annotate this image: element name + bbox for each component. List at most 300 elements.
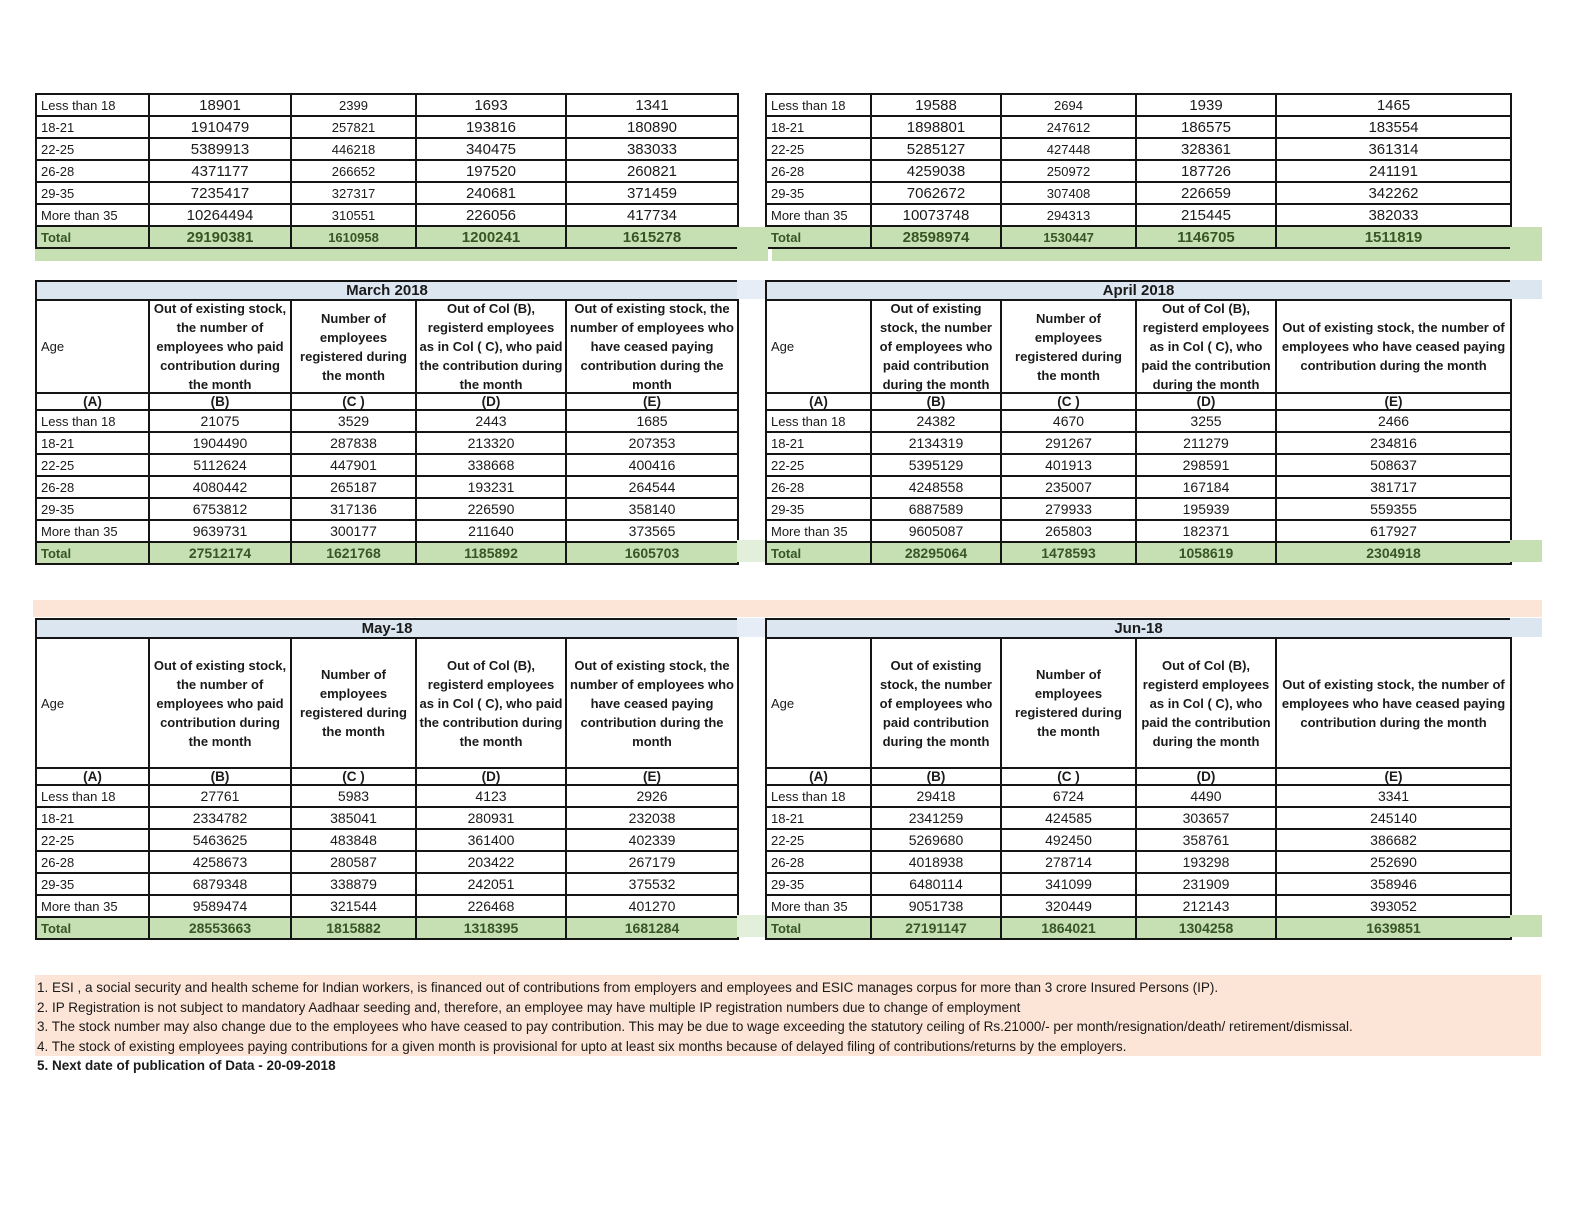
month-table-jun <box>765 618 1512 940</box>
value-cell: 235007 <box>1001 476 1136 498</box>
age-label-cell: Less than 18 <box>766 94 871 116</box>
value-cell: 10264494 <box>149 204 291 226</box>
value-cell: 402339 <box>566 829 738 851</box>
value-cell: 1898801 <box>871 116 1001 138</box>
title-row-gap-fill <box>737 280 765 299</box>
table-row <box>766 520 1511 542</box>
footnote-3: 3. The stock number may also change due to the employees who have ceased to pay contribution. This may be due to wage exceeding the statutory ceiling of Rs.21000/- per month/resignation/death/ retirement/dismissal. <box>37 1019 1353 1034</box>
age-label-cell: More than 35 <box>36 520 149 542</box>
table-row <box>36 476 738 498</box>
value-cell: 1615278 <box>566 226 738 248</box>
value-cell: 386682 <box>1276 829 1511 851</box>
month-title-row <box>36 281 738 300</box>
letter-c: (C ) <box>291 768 416 785</box>
value-cell: 250972 <box>1001 160 1136 182</box>
age-label-cell: More than 35 <box>766 204 871 226</box>
letter-d: (D) <box>416 393 566 410</box>
value-cell: 252690 <box>1276 851 1511 873</box>
value-cell: 29190381 <box>149 226 291 248</box>
letter-d: (D) <box>1136 768 1276 785</box>
table-row <box>766 785 1511 807</box>
age-label-cell: 26-28 <box>766 476 871 498</box>
table-row <box>766 432 1511 454</box>
letter-c: (C ) <box>1001 393 1136 410</box>
age-label-cell: 22-25 <box>36 829 149 851</box>
value-cell: 240681 <box>416 182 566 204</box>
table-row <box>36 138 738 160</box>
letter-e: (E) <box>1276 393 1511 410</box>
letter-a: (A) <box>36 768 149 785</box>
value-cell: 2926 <box>566 785 738 807</box>
value-cell: 382033 <box>1276 204 1511 226</box>
value-cell: 10073748 <box>871 204 1001 226</box>
header-col-b: Out of existing stock, the number of employees who paid contribution during the month <box>149 300 291 393</box>
value-cell: 1318395 <box>416 917 566 939</box>
total-label-cell: Total <box>36 542 149 564</box>
value-cell: 5395129 <box>871 454 1001 476</box>
value-cell: 9051738 <box>871 895 1001 917</box>
value-cell: 4018938 <box>871 851 1001 873</box>
table-row <box>766 116 1511 138</box>
header-col-e: Out of existing stock, the number of employees who have ceased paying contribution during the month <box>566 638 738 768</box>
age-label-cell: 22-25 <box>766 454 871 476</box>
value-cell: 447901 <box>291 454 416 476</box>
value-cell: 6480114 <box>871 873 1001 895</box>
value-cell: 231909 <box>1136 873 1276 895</box>
age-label-cell: 26-28 <box>36 851 149 873</box>
letter-e: (E) <box>566 768 738 785</box>
value-cell: 417734 <box>566 204 738 226</box>
total-label-cell: Total <box>766 542 871 564</box>
table-row <box>766 895 1511 917</box>
value-cell: 211640 <box>416 520 566 542</box>
value-cell: 373565 <box>566 520 738 542</box>
header-col-e: Out of existing stock, the number of employees who have ceased paying contribution during the month <box>1276 300 1511 393</box>
age-label-cell: More than 35 <box>36 895 149 917</box>
month-table-may <box>35 618 739 940</box>
value-cell: 317136 <box>291 498 416 520</box>
top-table-right <box>765 93 1512 249</box>
value-cell: 193231 <box>416 476 566 498</box>
footnote-1: 1. ESI , a social security and health scheme for Indian workers, is financed out of contributions from employers and employees and ESIC manages corpus for more than 3 crore Insured Persons (IP). <box>37 980 1219 995</box>
total-row <box>766 917 1511 939</box>
value-cell: 266652 <box>291 160 416 182</box>
value-cell: 617927 <box>1276 520 1511 542</box>
value-cell: 5463625 <box>149 829 291 851</box>
table-row <box>36 94 738 116</box>
age-label-cell: 18-21 <box>36 807 149 829</box>
value-cell: 307408 <box>1001 182 1136 204</box>
value-cell: 27191147 <box>871 917 1001 939</box>
value-cell: 400416 <box>566 454 738 476</box>
value-cell: 242051 <box>416 873 566 895</box>
header-col-d: Out of Col (B), registerd employees as in Col ( C), who paid the contribution during the month <box>416 638 566 768</box>
letter-a: (A) <box>766 768 871 785</box>
top-table-left <box>35 93 739 249</box>
header-col-c: Number of employees registered during the month <box>291 300 416 393</box>
value-cell: 371459 <box>566 182 738 204</box>
value-cell: 446218 <box>291 138 416 160</box>
header-age: Age <box>766 638 871 768</box>
value-cell: 1341 <box>566 94 738 116</box>
value-cell: 1910479 <box>149 116 291 138</box>
header-col-d: Out of Col (B), registerd employees as in Col ( C), who paid the contribution during the month <box>416 300 566 393</box>
value-cell: 393052 <box>1276 895 1511 917</box>
value-cell: 260821 <box>566 160 738 182</box>
value-cell: 483848 <box>291 829 416 851</box>
value-cell: 4123 <box>416 785 566 807</box>
value-cell: 9589474 <box>149 895 291 917</box>
column-header-row <box>36 300 738 393</box>
value-cell: 278714 <box>1001 851 1136 873</box>
age-label-cell: Less than 18 <box>36 785 149 807</box>
value-cell: 340475 <box>416 138 566 160</box>
total-row <box>36 917 738 939</box>
age-label-cell: More than 35 <box>36 204 149 226</box>
value-cell: 341099 <box>1001 873 1136 895</box>
value-cell: 328361 <box>1136 138 1276 160</box>
table-row <box>36 520 738 542</box>
age-label-cell: 29-35 <box>36 873 149 895</box>
value-cell: 401270 <box>566 895 738 917</box>
table-row <box>36 454 738 476</box>
age-label-cell: Less than 18 <box>766 410 871 432</box>
value-cell: 207353 <box>566 432 738 454</box>
value-cell: 234816 <box>1276 432 1511 454</box>
age-label-cell: Less than 18 <box>766 785 871 807</box>
value-cell: 5269680 <box>871 829 1001 851</box>
table-row <box>766 807 1511 829</box>
value-cell: 6887589 <box>871 498 1001 520</box>
header-age: Age <box>36 638 149 768</box>
value-cell: 4670 <box>1001 410 1136 432</box>
value-cell: 3341 <box>1276 785 1511 807</box>
month-title-row <box>766 281 1511 300</box>
value-cell: 5112624 <box>149 454 291 476</box>
value-cell: 1511819 <box>1276 226 1511 248</box>
value-cell: 1304258 <box>1136 917 1276 939</box>
value-cell: 1904490 <box>149 432 291 454</box>
value-cell: 7235417 <box>149 182 291 204</box>
value-cell: 183554 <box>1276 116 1511 138</box>
value-cell: 1465 <box>1276 94 1511 116</box>
value-cell: 279933 <box>1001 498 1136 520</box>
total-row <box>766 226 1511 248</box>
age-label-cell: More than 35 <box>766 520 871 542</box>
value-cell: 361400 <box>416 829 566 851</box>
table-row <box>766 182 1511 204</box>
value-cell: 4258673 <box>149 851 291 873</box>
value-cell: 213320 <box>416 432 566 454</box>
value-cell: 28295064 <box>871 542 1001 564</box>
value-cell: 5389913 <box>149 138 291 160</box>
header-col-b: Out of existing stock, the number of employees who paid contribution during the month <box>871 300 1001 393</box>
value-cell: 6879348 <box>149 873 291 895</box>
total-label-cell: Total <box>36 917 149 939</box>
footnotes-block <box>35 975 1541 1056</box>
value-cell: 265187 <box>291 476 416 498</box>
value-cell: 1639851 <box>1276 917 1511 939</box>
month-table-march <box>35 280 739 565</box>
value-cell: 193298 <box>1136 851 1276 873</box>
header-col-b: Out of existing stock, the number of employees who paid contribution during the month <box>149 638 291 768</box>
value-cell: 264544 <box>566 476 738 498</box>
total-label-cell: Total <box>36 226 149 248</box>
value-cell: 5285127 <box>871 138 1001 160</box>
age-label-cell: More than 35 <box>766 895 871 917</box>
top-table-right-body <box>766 94 1511 248</box>
value-cell: 203422 <box>416 851 566 873</box>
value-cell: 28598974 <box>871 226 1001 248</box>
month-title: April 2018 <box>766 281 1511 300</box>
value-cell: 1185892 <box>416 542 566 564</box>
value-cell: 298591 <box>1136 454 1276 476</box>
value-cell: 2134319 <box>871 432 1001 454</box>
table-row <box>766 138 1511 160</box>
age-label-cell: 18-21 <box>766 116 871 138</box>
age-label-cell: 26-28 <box>36 160 149 182</box>
value-cell: 508637 <box>1276 454 1511 476</box>
value-cell: 310551 <box>291 204 416 226</box>
value-cell: 381717 <box>1276 476 1511 498</box>
value-cell: 226468 <box>416 895 566 917</box>
month-title: May-18 <box>36 619 738 638</box>
value-cell: 361314 <box>1276 138 1511 160</box>
age-label-cell: 22-25 <box>766 829 871 851</box>
header-age: Age <box>766 300 871 393</box>
letter-b: (B) <box>871 393 1001 410</box>
value-cell: 338668 <box>416 454 566 476</box>
value-cell: 358946 <box>1276 873 1511 895</box>
footnote-2: 2. IP Registration is not subject to mandatory Aadhaar seeding and, therefore, an employee may have multiple IP registration numbers due to change of employment <box>37 999 1021 1015</box>
value-cell: 197520 <box>416 160 566 182</box>
value-cell: 195939 <box>1136 498 1276 520</box>
value-cell: 9605087 <box>871 520 1001 542</box>
header-age: Age <box>36 300 149 393</box>
table-row <box>766 829 1511 851</box>
value-cell: 18901 <box>149 94 291 116</box>
age-label-cell: 18-21 <box>766 432 871 454</box>
value-cell: 401913 <box>1001 454 1136 476</box>
total-row-right-spill <box>1510 540 1542 562</box>
age-label-cell: 22-25 <box>36 454 149 476</box>
value-cell: 2341259 <box>871 807 1001 829</box>
column-header-row <box>36 638 738 768</box>
title-row-gap-fill <box>737 618 765 637</box>
table-row <box>766 498 1511 520</box>
total-row-right-spill <box>1510 227 1542 249</box>
letter-b: (B) <box>871 768 1001 785</box>
header-col-b: Out of existing stock, the number of employees who paid contribution during the month <box>871 638 1001 768</box>
value-cell: 180890 <box>566 116 738 138</box>
value-cell: 1146705 <box>1136 226 1276 248</box>
value-cell: 27761 <box>149 785 291 807</box>
age-label-cell: 18-21 <box>766 807 871 829</box>
value-cell: 28553663 <box>149 917 291 939</box>
letter-a: (A) <box>766 393 871 410</box>
value-cell: 187726 <box>1136 160 1276 182</box>
value-cell: 3255 <box>1136 410 1276 432</box>
letter-d: (D) <box>1136 393 1276 410</box>
value-cell: 6724 <box>1001 785 1136 807</box>
section-divider-band <box>33 600 1542 617</box>
value-cell: 27512174 <box>149 542 291 564</box>
table-row <box>766 851 1511 873</box>
value-cell: 24382 <box>871 410 1001 432</box>
value-cell: 215445 <box>1136 204 1276 226</box>
table-row <box>766 204 1511 226</box>
value-cell: 287838 <box>291 432 416 454</box>
total-row <box>36 542 738 564</box>
column-letter-row <box>36 768 738 785</box>
month-title-row <box>36 619 738 638</box>
value-cell: 424585 <box>1001 807 1136 829</box>
value-cell: 327317 <box>291 182 416 204</box>
age-label-cell: 29-35 <box>36 498 149 520</box>
value-cell: 280931 <box>416 807 566 829</box>
value-cell: 385041 <box>291 807 416 829</box>
column-header-row <box>766 300 1511 393</box>
header-col-d: Out of Col (B), registerd employees as in Col ( C), who paid the contribution during the month <box>1136 638 1276 768</box>
value-cell: 193816 <box>416 116 566 138</box>
age-label-cell: Less than 18 <box>36 94 149 116</box>
value-cell: 338879 <box>291 873 416 895</box>
value-cell: 226659 <box>1136 182 1276 204</box>
value-cell: 241191 <box>1276 160 1511 182</box>
value-cell: 1610958 <box>291 226 416 248</box>
value-cell: 300177 <box>291 520 416 542</box>
value-cell: 257821 <box>291 116 416 138</box>
age-label-cell: 26-28 <box>766 160 871 182</box>
header-col-d: Out of Col (B), registerd employees as in Col ( C), who paid the contribution during the month <box>1136 300 1276 393</box>
letter-c: (C ) <box>291 393 416 410</box>
value-cell: 2694 <box>1001 94 1136 116</box>
age-label-cell: 26-28 <box>36 476 149 498</box>
value-cell: 492450 <box>1001 829 1136 851</box>
month-title: March 2018 <box>36 281 738 300</box>
age-label-cell: 29-35 <box>36 182 149 204</box>
value-cell: 265803 <box>1001 520 1136 542</box>
value-cell: 1200241 <box>416 226 566 248</box>
value-cell: 186575 <box>1136 116 1276 138</box>
value-cell: 375532 <box>566 873 738 895</box>
age-label-cell: 22-25 <box>766 138 871 160</box>
value-cell: 303657 <box>1136 807 1276 829</box>
table-row <box>766 873 1511 895</box>
value-cell: 6753812 <box>149 498 291 520</box>
green-strip-below-left-table <box>35 249 768 261</box>
month-table-april <box>765 280 1512 565</box>
value-cell: 1864021 <box>1001 917 1136 939</box>
top-table-left-body <box>36 94 738 248</box>
letter-d: (D) <box>416 768 566 785</box>
age-label-cell: 26-28 <box>766 851 871 873</box>
header-col-e: Out of existing stock, the number of employees who have ceased paying contribution during the month <box>1276 638 1511 768</box>
table-row <box>36 160 738 182</box>
value-cell: 1685 <box>566 410 738 432</box>
value-cell: 1815882 <box>291 917 416 939</box>
value-cell: 358761 <box>1136 829 1276 851</box>
value-cell: 3529 <box>291 410 416 432</box>
value-cell: 1605703 <box>566 542 738 564</box>
table-row <box>36 432 738 454</box>
month-title: Jun-18 <box>766 619 1511 638</box>
header-col-c: Number of employees registered during the month <box>291 638 416 768</box>
column-letter-row <box>36 393 738 410</box>
column-letter-row <box>766 393 1511 410</box>
table-row <box>36 182 738 204</box>
letter-b: (B) <box>149 768 291 785</box>
value-cell: 321544 <box>291 895 416 917</box>
value-cell: 226056 <box>416 204 566 226</box>
may-body <box>36 785 738 939</box>
age-label-cell: 29-35 <box>766 498 871 520</box>
value-cell: 2443 <box>416 410 566 432</box>
footnote-4: 4. The stock of existing employees paying contributions for a given month is provisional for upto at least six months because of delayed filing of contributions/returns by the employers. <box>37 1038 1127 1054</box>
value-cell: 29418 <box>871 785 1001 807</box>
total-row-gap-fill <box>737 540 765 562</box>
value-cell: 9639731 <box>149 520 291 542</box>
jun-body <box>766 785 1511 939</box>
letter-c: (C ) <box>1001 768 1136 785</box>
value-cell: 280587 <box>291 851 416 873</box>
march-body <box>36 410 738 564</box>
age-label-cell: 18-21 <box>36 432 149 454</box>
total-row-right-spill <box>1510 915 1542 937</box>
value-cell: 2304918 <box>1276 542 1511 564</box>
value-cell: 4371177 <box>149 160 291 182</box>
total-row-gap-fill <box>737 915 765 937</box>
letter-a: (A) <box>36 393 149 410</box>
value-cell: 383033 <box>566 138 738 160</box>
total-row <box>766 542 1511 564</box>
table-row <box>766 476 1511 498</box>
value-cell: 427448 <box>1001 138 1136 160</box>
title-row-right-spill <box>1510 280 1542 299</box>
letter-b: (B) <box>149 393 291 410</box>
table-row <box>36 785 738 807</box>
value-cell: 247612 <box>1001 116 1136 138</box>
total-label-cell: Total <box>766 226 871 248</box>
value-cell: 2466 <box>1276 410 1511 432</box>
value-cell: 167184 <box>1136 476 1276 498</box>
age-label-cell: 29-35 <box>766 873 871 895</box>
header-col-e: Out of existing stock, the number of employees who have ceased paying contribution during the month <box>566 300 738 393</box>
april-body <box>766 410 1511 564</box>
value-cell: 232038 <box>566 807 738 829</box>
age-label-cell: 22-25 <box>36 138 149 160</box>
age-label-cell: 18-21 <box>36 116 149 138</box>
value-cell: 21075 <box>149 410 291 432</box>
value-cell: 2399 <box>291 94 416 116</box>
value-cell: 1939 <box>1136 94 1276 116</box>
table-row <box>36 498 738 520</box>
value-cell: 1530447 <box>1001 226 1136 248</box>
column-letter-row <box>766 768 1511 785</box>
table-row <box>36 116 738 138</box>
table-row <box>766 94 1511 116</box>
table-row <box>36 410 738 432</box>
value-cell: 2334782 <box>149 807 291 829</box>
value-cell: 5983 <box>291 785 416 807</box>
table-row <box>766 160 1511 182</box>
value-cell: 267179 <box>566 851 738 873</box>
value-cell: 7062672 <box>871 182 1001 204</box>
value-cell: 4248558 <box>871 476 1001 498</box>
value-cell: 182371 <box>1136 520 1276 542</box>
letter-e: (E) <box>566 393 738 410</box>
value-cell: 4080442 <box>149 476 291 498</box>
